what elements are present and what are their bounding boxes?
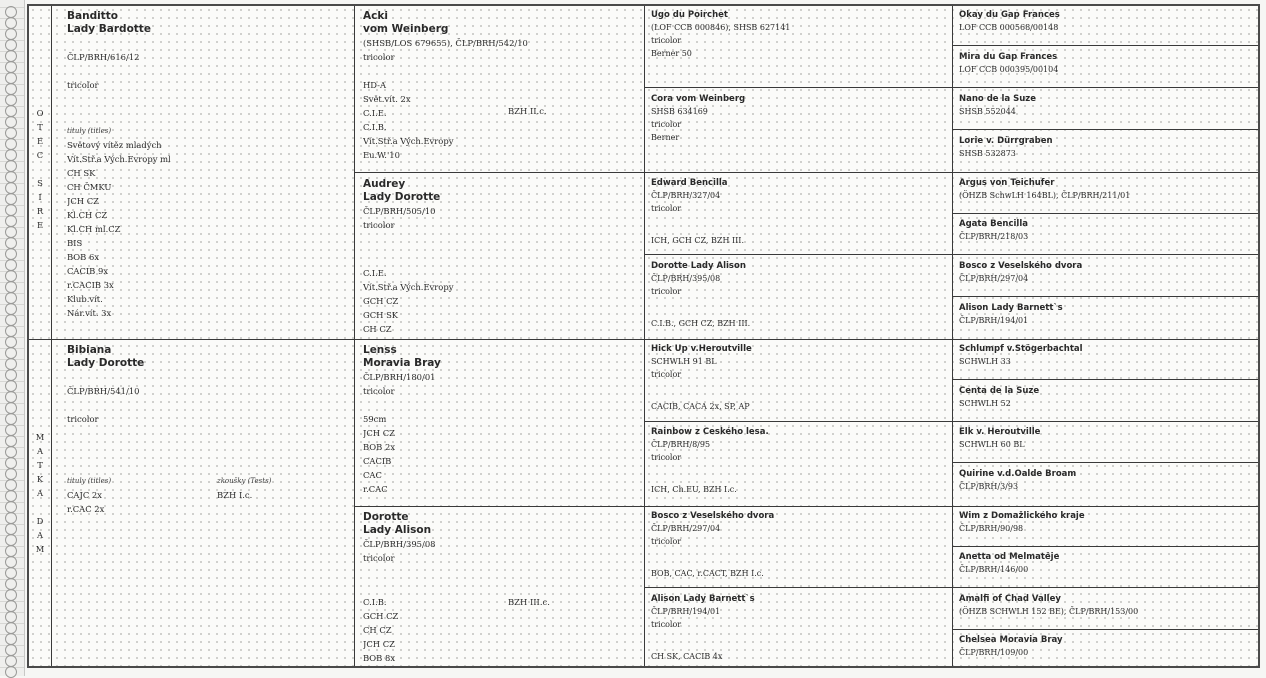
sire-name-kennel: Lady Bardotte xyxy=(67,23,151,35)
gen4-cell: Lorie v. Dürrgraben SHSB 532873 xyxy=(959,136,1053,158)
dam-color: tricolor xyxy=(67,414,99,424)
grandsire-paternal-cell: Acki vom Weinberg (SHSB/LOS 679655), ČLP/BRH/542/10 tricolor HD-A Svět.vít. 2x C.I.E. C.I.B. Vít.Stř.a Vých.Evropy Eu.W.'10 BZH II.c. xyxy=(363,10,547,160)
binding-strip xyxy=(0,0,25,676)
gen3-cell: Ugo du Poirchet (LOF CCB 000846), SHSB 627141 tricolor Berner 50 xyxy=(651,10,791,58)
gen4-cell: Elk v. Heroutville SCHWLH 60 BL xyxy=(959,427,1041,449)
divider xyxy=(644,254,1258,255)
divider xyxy=(952,213,1258,214)
dam-name-kennel: Lady Dorotte xyxy=(67,357,145,369)
gen4-cell: Quirine v.d.Oalde Broam ČLP/BRH/3/93 xyxy=(959,469,1077,491)
dam-name: Bibiana xyxy=(67,344,112,356)
gen3-cell: Cora vom Weinberg SHSB 634169 tricolor Berner xyxy=(651,94,746,142)
sire-cell xyxy=(67,10,347,336)
divider xyxy=(952,379,1258,380)
binding-ring-icon xyxy=(5,666,17,678)
gen4-cell: Bosco z Veselského dvora ČLP/BRH/297/04 xyxy=(959,261,1083,283)
divider xyxy=(952,462,1258,463)
dam-titles: CAJC 2x r.CAC 2x xyxy=(67,490,105,514)
sire-side-label: O T E C S I R E xyxy=(36,108,44,230)
divider xyxy=(644,587,1258,588)
dam-tests-label: zkoušky (Tests) xyxy=(217,477,272,485)
gen4-cell: Wim z Domažlického kraje ČLP/BRH/90/98 xyxy=(959,511,1085,533)
gen4-cell: Anetta od Melmatěje ČLP/BRH/146/00 xyxy=(959,552,1060,574)
sire-name: Banditto xyxy=(67,10,118,22)
grandsire-maternal-cell: Lenss Moravia Bray ČLP/BRH/180/01 tricolor 59cm JCH CZ BOB 2x CACIB CAC r.CAC xyxy=(363,344,441,494)
gen4-cell: Agata Bencilla ČLP/BRH/218/03 xyxy=(959,219,1029,241)
gen3-cell: Rainbow z Českého lesa. ČLP/BRH/8/95 tricolor ICH, Ch.EU, BZH I.c. xyxy=(651,427,769,494)
divider xyxy=(354,172,1258,173)
divider xyxy=(952,546,1258,547)
divider xyxy=(952,45,1258,46)
dam-side-label: M A T K A D A M xyxy=(35,432,45,554)
sire-color: tricolor xyxy=(67,80,99,90)
gen4-cell: Argus von Teichufer (ÖHZB SchwLH 164BL), ČLP/BRH/211/01 xyxy=(959,178,1131,200)
gen4-cell: Amalfi of Chad Valley (ÖHZB SCHWLH 152 BE), ČLP/BRH/153/00 xyxy=(959,594,1139,616)
gen4-cell: Okay du Gap Frances LOF CCB 000568/00148 xyxy=(959,10,1060,32)
divider xyxy=(29,339,1258,340)
divider xyxy=(644,87,1258,88)
divider xyxy=(354,506,1258,507)
divider xyxy=(51,6,52,666)
divider xyxy=(644,6,645,666)
divider xyxy=(952,296,1258,297)
gen3-cell: Bosco z Veselského dvora ČLP/BRH/297/04 tricolor BOB, CAC, r.CACT, BZH I.c. xyxy=(651,511,775,578)
gen4-cell: Nano de la Suze SHSB 552044 xyxy=(959,94,1037,116)
dam-reg: ČLP/BRH/541/10 xyxy=(67,386,140,396)
divider xyxy=(952,6,953,666)
gen4-cell: Chelsea Moravia Bray ČLP/BRH/109/00 xyxy=(959,635,1063,657)
divider xyxy=(952,629,1258,630)
gen3-cell: Edward Bencilla ČLP/BRH/327/04 tricolor ICH, GCH CZ, BZH III. xyxy=(651,178,744,245)
gen3-cell: Alison Lady Barnett`s ČLP/BRH/194/01 tricolor CH SK, CACIB 4x xyxy=(651,594,755,661)
divider xyxy=(354,6,355,666)
pedigree-frame xyxy=(27,4,1260,668)
sire-titles: Světový vítěz mladých Vít.Stř.a Vých.Evropy ml CH SK CH ČMKU JCH CZ Kl.CH CZ Kl.CH ml.CZ BIS BOB 6x CACIB 9x r.CACIB 3x Klub.vít. Nár.vít. 3x xyxy=(67,140,171,318)
gen4-cell: Centa de la Suze SCHWLH 52 xyxy=(959,386,1040,408)
granddam-maternal-cell: Dorotte Lady Alison ČLP/BRH/395/08 tricolor C.I.B. GCH CZ CH CZ JCH CZ BOB 8x BZH III.c. xyxy=(363,511,550,663)
dam-tests: BZH I.c. xyxy=(217,490,253,500)
gen3-cell: Dorotte Lady Alison ČLP/BRH/395/08 tricolor C.I.B., GCH CZ, BZH III. xyxy=(651,261,751,328)
gen4-cell: Mira du Gap Frances LOF CCB 000395/00104 xyxy=(959,52,1059,74)
sire-titles-label: tituly (titles) xyxy=(67,127,112,135)
sire-reg: ČLP/BRH/616/12 xyxy=(67,52,140,62)
granddam-paternal-cell: Audrey Lady Dorotte ČLP/BRH/505/10 tricolor C.I.E. Vít.Stř.a Vých.Evropy GCH CZ GCH SK CH CZ xyxy=(363,178,454,334)
gen3-cell: Hick Up v.Heroutville SCHWLH 91 BL tricolor CACIB, CACA 2x, SP, AP xyxy=(651,344,752,411)
gen4-cell: Schlumpf v.Stögerbachtal SCHWLH 33 xyxy=(959,344,1083,366)
divider xyxy=(644,421,1258,422)
divider xyxy=(952,129,1258,130)
dam-titles-label: tituly (titles) xyxy=(67,477,112,485)
gen4-cell: Alison Lady Barnett`s ČLP/BRH/194/01 xyxy=(959,303,1063,325)
dam-cell xyxy=(67,344,347,664)
